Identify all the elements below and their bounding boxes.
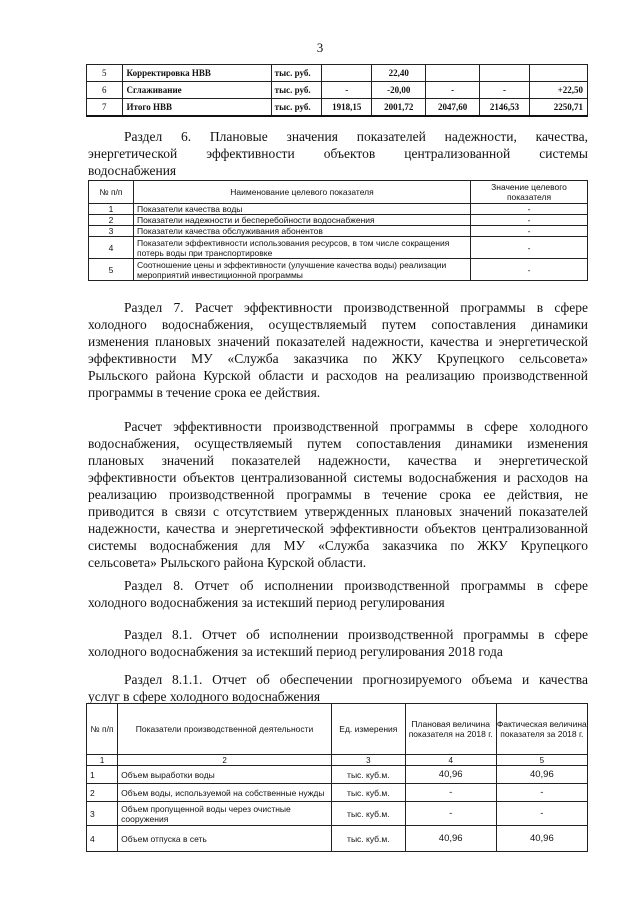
column-index: 2 bbox=[118, 755, 332, 766]
row-unit: тыс. руб. bbox=[271, 65, 322, 82]
text-line: водоснабжения bbox=[88, 163, 177, 178]
section-8-1-heading bbox=[88, 626, 588, 660]
row-name: Показатели качества обслуживания абонентов bbox=[134, 226, 471, 237]
header-name: Наименование целевого показателя bbox=[134, 181, 471, 204]
text-line: Раздел 8.1.1. Отчет об обеспечении прогнозируемого объема и качества bbox=[124, 672, 588, 687]
text-line: плановых значений показателей надежности, качества и энергетической bbox=[88, 453, 588, 468]
table-row bbox=[87, 802, 588, 826]
row-value: - bbox=[471, 259, 588, 281]
row-number: 1 bbox=[87, 766, 118, 784]
value-cell: 2146,53 bbox=[480, 99, 530, 117]
column-index-row bbox=[87, 755, 588, 766]
table-row bbox=[87, 766, 588, 784]
text-line: холодного водоснабжения, осуществляемый путем сопоставления динамики bbox=[88, 317, 588, 332]
row-value: - bbox=[471, 226, 588, 237]
text-line: энергетической эффективности объектов централизованной системы bbox=[88, 146, 588, 161]
value-cell: +22,50 bbox=[530, 82, 588, 99]
row-name: Объем воды, используемой на собственные нужды bbox=[118, 784, 332, 802]
row-fact: - bbox=[496, 802, 587, 826]
text-line: Расчет эффективности производственной программы в сфере холодного bbox=[124, 419, 588, 434]
value-cell: -20,00 bbox=[372, 82, 426, 99]
table-row bbox=[87, 99, 588, 117]
row-plan: - bbox=[405, 802, 496, 826]
row-name: Объем отпуска в сеть bbox=[118, 826, 332, 852]
text-line: холодного водоснабжения за истекший период регулирования 2018 года bbox=[88, 644, 503, 659]
value-cell: 22,40 bbox=[372, 65, 426, 82]
section-7-paragraph bbox=[88, 299, 588, 401]
row-number: 1 bbox=[89, 204, 134, 215]
row-value: - bbox=[471, 215, 588, 226]
text-line: изменения плановых значений показателей надежности, качества и энергетической bbox=[88, 334, 588, 349]
column-index: 5 bbox=[496, 755, 587, 766]
row-value: - bbox=[471, 237, 588, 259]
row-name: Сглаживание bbox=[122, 82, 271, 99]
row-plan: 40,96 bbox=[405, 766, 496, 784]
row-unit: тыс. руб. bbox=[271, 99, 322, 117]
row-number: 2 bbox=[89, 215, 134, 226]
nvv-table bbox=[86, 64, 588, 117]
section-8-1-1-heading bbox=[88, 671, 588, 705]
row-plan: - bbox=[405, 784, 496, 802]
table-row bbox=[87, 82, 588, 99]
value-cell bbox=[426, 65, 480, 82]
column-index: 4 bbox=[405, 755, 496, 766]
value-cell bbox=[322, 65, 372, 82]
row-number: 4 bbox=[87, 826, 118, 852]
header-fact: Фактическая величина показателя за 2018 г. bbox=[496, 704, 587, 755]
table-row bbox=[89, 226, 588, 237]
table-row bbox=[89, 237, 588, 259]
column-index: 3 bbox=[332, 755, 406, 766]
value-cell: 1918,15 bbox=[322, 99, 372, 117]
row-number: 4 bbox=[89, 237, 134, 259]
row-name: Итого НВВ bbox=[122, 99, 271, 117]
row-value: - bbox=[471, 204, 588, 215]
table-row bbox=[87, 826, 588, 852]
text-line: водоснабжения, осуществляемый путем сопоставления динамики изменения bbox=[88, 436, 588, 451]
value-cell: 2250,71 bbox=[530, 99, 588, 117]
text-line: Раздел 8. Отчет об исполнении производственной программы в сфере bbox=[124, 578, 588, 593]
row-number: 3 bbox=[89, 226, 134, 237]
text-line: Раздел 6. Плановые значения показателей надежности, качества, bbox=[124, 129, 588, 144]
header-unit: Ед. измерения bbox=[332, 704, 406, 755]
row-unit: тыс. куб.м. bbox=[332, 802, 406, 826]
value-cell: - bbox=[480, 82, 530, 99]
volume-quality-table bbox=[86, 703, 588, 852]
text-line: Раздел 7. Расчет эффективности производственной программы в сфере bbox=[124, 300, 588, 315]
row-name: Показатели надежности и бесперебойности водоснабжения bbox=[134, 215, 471, 226]
row-fact: 40,96 bbox=[496, 766, 587, 784]
value-cell: 2001,72 bbox=[372, 99, 426, 117]
text-line: эффективности объектов централизованной системы водоснабжения и расходов на bbox=[88, 470, 588, 485]
value-cell bbox=[480, 65, 530, 82]
column-index: 1 bbox=[87, 755, 118, 766]
efficiency-paragraph bbox=[88, 418, 588, 571]
table-row bbox=[87, 65, 588, 82]
table-row bbox=[89, 215, 588, 226]
value-cell: - bbox=[322, 82, 372, 99]
text-line: реализацию производственной программы в течение срока ее действия, не bbox=[88, 487, 588, 502]
table-row bbox=[89, 204, 588, 215]
text-line: системы водоснабжения для МУ «Служба заказчика по ЖКУ Крупецкого bbox=[88, 538, 588, 553]
text-line: программы в течение срока ее действия. bbox=[88, 385, 321, 400]
table-row bbox=[87, 784, 588, 802]
row-fact: 40,96 bbox=[496, 826, 587, 852]
header-value: Значение целевого показателя bbox=[471, 181, 588, 204]
row-unit: тыс. руб. bbox=[271, 82, 322, 99]
target-indicators-table bbox=[88, 180, 588, 281]
row-name: Соотношение цены и эффективности (улучшение качества воды) реализации мероприятий инвестиционной программы bbox=[134, 259, 471, 281]
row-unit: тыс. куб.м. bbox=[332, 826, 406, 852]
row-name: Показатели эффективности использования ресурсов, в том числе сокращения потерь воды при транспортировке bbox=[134, 237, 471, 259]
section-6-heading bbox=[88, 128, 588, 179]
row-number: 7 bbox=[87, 99, 123, 117]
row-number: 2 bbox=[87, 784, 118, 802]
row-name: Показатели качества воды bbox=[134, 204, 471, 215]
header-plan: Плановая величина показателя на 2018 г. bbox=[405, 704, 496, 755]
text-line: надежности, качества и энергетической эффективности объектов централизованной bbox=[88, 521, 588, 536]
row-number: 6 bbox=[87, 82, 123, 99]
row-number: 5 bbox=[89, 259, 134, 281]
text-line: холодного водоснабжения за истекший период регулирования bbox=[88, 595, 445, 610]
table-header-row bbox=[89, 181, 588, 204]
text-line: приводится в связи с отсутствием утвержденных плановых значений показателей bbox=[88, 504, 588, 519]
page-number: 3 bbox=[316, 40, 324, 55]
header-num: № п/п bbox=[87, 704, 118, 755]
section-8-heading bbox=[88, 577, 588, 611]
text-line: Рыльского района Курской области и расходов на реализацию производственной bbox=[88, 368, 588, 383]
row-unit: тыс. куб.м. bbox=[332, 784, 406, 802]
row-plan: 40,96 bbox=[405, 826, 496, 852]
row-name: Объем выработки воды bbox=[118, 766, 332, 784]
table-row bbox=[89, 259, 588, 281]
row-number: 3 bbox=[87, 802, 118, 826]
text-line: сельсовета» Рыльского района Курской области. bbox=[88, 555, 367, 570]
value-cell: - bbox=[426, 82, 480, 99]
text-line: услуг в сфере холодного водоснабжения bbox=[88, 689, 321, 704]
text-line: Раздел 8.1. Отчет об исполнении производственной программы в сфере bbox=[124, 627, 588, 642]
value-cell bbox=[530, 65, 588, 82]
row-number: 5 bbox=[87, 65, 123, 82]
header-num: № п/п bbox=[89, 181, 134, 204]
table-header-row bbox=[87, 704, 588, 755]
row-name: Объем пропущенной воды через очистные сооружения bbox=[118, 802, 332, 826]
text-line: эффективности МУ «Служба заказчика по ЖКУ Крупецкого сельсовета» bbox=[88, 351, 588, 366]
row-fact: - bbox=[496, 784, 587, 802]
header-name: Показатели производственной деятельности bbox=[118, 704, 332, 755]
row-name: Корректировка НВВ bbox=[122, 65, 271, 82]
value-cell: 2047,60 bbox=[426, 99, 480, 117]
row-unit: тыс. куб.м. bbox=[332, 766, 406, 784]
